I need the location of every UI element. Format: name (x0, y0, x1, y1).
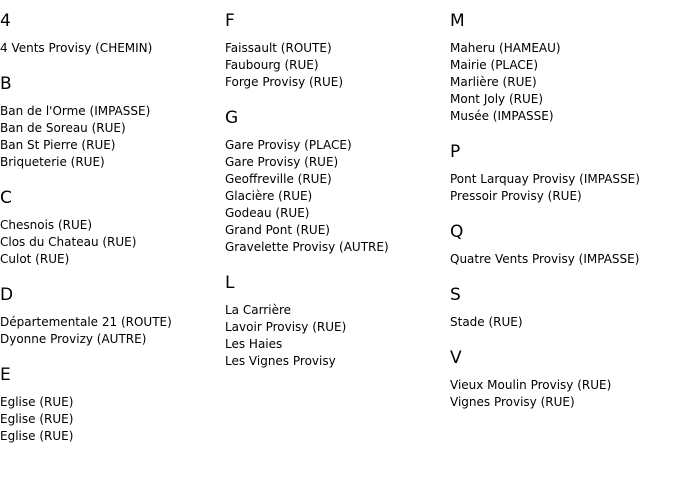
section-letter-heading: Q (450, 222, 464, 242)
section-letter-heading: D (0, 285, 14, 305)
street-name: Gravelette Provisy (AUTRE) (225, 240, 389, 254)
street-name: Maheru (HAMEAU) (450, 41, 561, 55)
street-name: Faissault (ROUTE) (225, 41, 332, 55)
letter-section (0, 364, 225, 445)
street-index-column (225, 10, 450, 386)
section-letter-heading: C (0, 188, 12, 208)
letter-section (450, 141, 675, 205)
street-name: Ban St Pierre (RUE) (0, 138, 116, 152)
street-name: Gare Provisy (RUE) (225, 155, 339, 169)
street-name: Eglise (RUE) (0, 412, 74, 426)
street-name: Lavoir Provisy (RUE) (225, 320, 347, 334)
letter-section (0, 73, 225, 171)
street-name: Ban de Soreau (RUE) (0, 121, 126, 135)
street-name: Clos du Chateau (RUE) (0, 235, 137, 249)
street-name: Vignes Provisy (RUE) (450, 395, 575, 409)
section-letter-heading: G (225, 108, 239, 128)
letter-section (450, 284, 675, 331)
section-letter-heading: M (450, 11, 465, 31)
street-name: Dyonne Provizy (AUTRE) (0, 332, 147, 346)
letter-section (450, 10, 675, 125)
street-name: Geoffreville (RUE) (225, 172, 332, 186)
street-name: Eglise (RUE) (0, 395, 74, 409)
street-name: Glacière (RUE) (225, 189, 313, 203)
letter-section (225, 10, 450, 91)
street-name: Ban de l'Orme (IMPASSE) (0, 104, 151, 118)
section-letter-heading: B (0, 74, 12, 94)
section-letter-heading: L (225, 273, 235, 293)
street-name: Les Haies (225, 337, 283, 351)
street-name: Stade (RUE) (450, 315, 523, 329)
letter-section (0, 187, 225, 268)
section-letter-heading: P (450, 142, 461, 162)
section-letter-heading: 4 (0, 11, 11, 31)
street-name: Culot (RUE) (0, 252, 70, 266)
street-name: 4 Vents Provisy (CHEMIN) (0, 41, 153, 55)
street-name: Gare Provisy (PLACE) (225, 138, 352, 152)
street-name: Quatre Vents Provisy (IMPASSE) (450, 252, 640, 266)
section-letter-heading: S (450, 285, 461, 305)
letter-section (225, 272, 450, 370)
street-name: Les Vignes Provisy (225, 354, 336, 368)
letter-section (0, 10, 225, 57)
street-index-column (0, 10, 225, 461)
section-letter-heading: V (450, 348, 462, 368)
section-letter-heading: E (0, 365, 11, 385)
street-name: Départementale 21 (ROUTE) (0, 315, 172, 329)
street-name: Grand Pont (RUE) (225, 223, 330, 237)
street-name: Faubourg (RUE) (225, 58, 319, 72)
letter-section (0, 284, 225, 348)
street-name: La Carrière (225, 303, 292, 317)
street-name: Eglise (RUE) (0, 429, 74, 443)
letter-section (225, 107, 450, 256)
street-name: Pont Larquay Provisy (IMPASSE) (450, 172, 640, 186)
street-name: Pressoir Provisy (RUE) (450, 189, 582, 203)
section-letter-heading: F (225, 11, 235, 31)
street-index-column (450, 10, 675, 427)
street-name: Forge Provisy (RUE) (225, 75, 344, 89)
street-name: Mairie (PLACE) (450, 58, 539, 72)
street-name: Marlière (RUE) (450, 75, 537, 89)
street-name: Mont Joly (RUE) (450, 92, 544, 106)
street-name: Godeau (RUE) (225, 206, 310, 220)
street-name: Musée (IMPASSE) (450, 109, 554, 123)
letter-section (450, 347, 675, 411)
letter-section (450, 221, 675, 268)
street-name: Vieux Moulin Provisy (RUE) (450, 378, 612, 392)
street-name: Chesnois (RUE) (0, 218, 93, 232)
street-name: Briqueterie (RUE) (0, 155, 105, 169)
